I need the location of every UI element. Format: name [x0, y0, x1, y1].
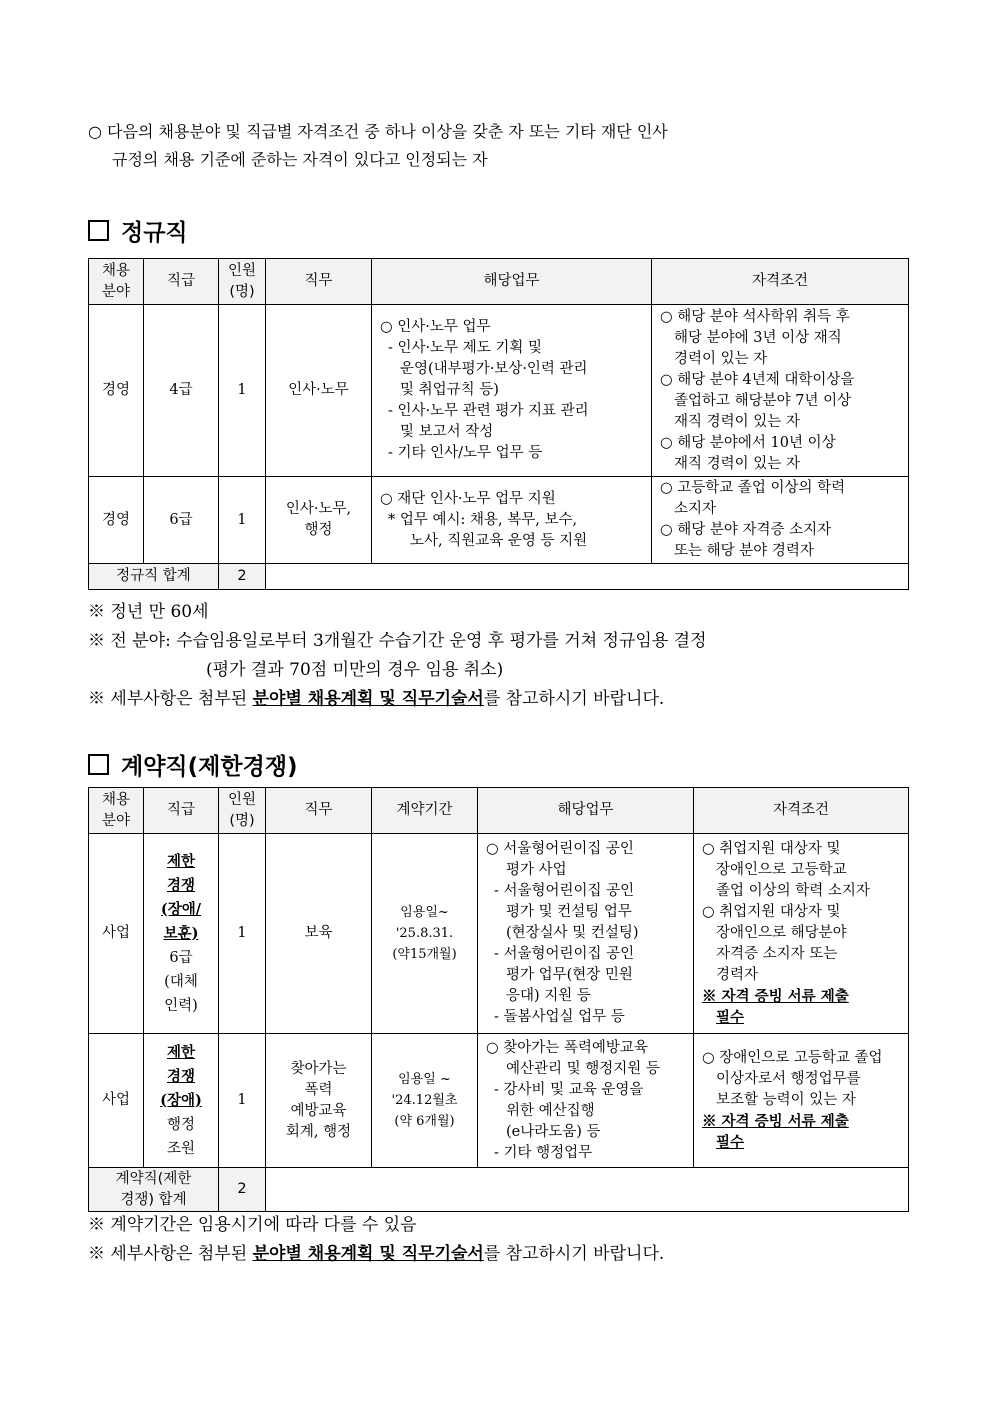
note-reference: [88, 685, 918, 714]
grade-line: 보훈): [163, 924, 199, 942]
grade-line: 제한: [166, 1043, 195, 1061]
header-count: 인원 (명): [219, 788, 266, 834]
header-qual: 자격조건: [652, 259, 909, 305]
qual-line: 장애인으로 해당분야: [716, 925, 847, 941]
grade-line: 행정: [166, 1116, 195, 1133]
header-work: 해당업무: [478, 788, 694, 834]
work-line: - 서울형어린이집 공인: [494, 883, 635, 899]
cell-duty: [266, 1034, 372, 1168]
intro-line-1: ○ 다음의 채용분야 및 직급별 자격조건 중 하나 이상을 갖춘 자 또는 기타 재단 인사: [88, 122, 668, 141]
qual-line: ○ 취업지원 대상자 및: [702, 904, 841, 920]
total-value: 2: [219, 564, 266, 590]
duty-line: 폭력: [304, 1081, 333, 1098]
cell-qual: [694, 1034, 909, 1168]
qual-line: ○ 해당 분야 석사학위 취득 후: [660, 308, 850, 325]
cell-work: [372, 477, 652, 564]
cell-duty: 인사·노무: [266, 305, 372, 477]
qual-line: 해당 분야에 3년 이상 재직: [674, 329, 842, 346]
cell-count: 1: [219, 305, 266, 477]
qual-line: ○ 취업지원 대상자 및: [702, 841, 841, 857]
qual-line: 재직 경력이 있는 자: [674, 455, 800, 472]
qual-line: ○ 고등학교 졸업 이상의 학력: [660, 480, 846, 496]
grade-line: 경쟁: [166, 876, 195, 894]
duty-line: 회계, 행정: [285, 1123, 352, 1140]
work-line: - 인사·노무 제도 기획 및: [388, 340, 543, 356]
grade-line: (대체: [164, 973, 198, 990]
work-line: * 업무 예시: 채용, 복무, 보수,: [388, 511, 578, 528]
period-line: '25.8.31.: [395, 926, 454, 941]
qual-line: 경력이 있는 자: [674, 350, 768, 367]
note-reference-link: 분야별 채용계획 및 직무기술서: [252, 689, 484, 709]
contract-notes: [88, 1211, 918, 1269]
checkbox-square-icon: [88, 220, 109, 241]
table-row: [89, 305, 909, 477]
grade-line: (장애/: [160, 900, 202, 918]
grade-line: 인력): [164, 997, 198, 1014]
table-header-row: [89, 259, 909, 305]
table-total-row: [89, 1168, 909, 1212]
header-count: 인원 (명): [219, 259, 266, 305]
work-line: 응대) 지원 등: [506, 988, 591, 1004]
grade-line: 경쟁: [166, 1067, 195, 1085]
period-line: 임용일~: [400, 905, 449, 920]
duty-line: 예방교육: [290, 1102, 347, 1119]
cell-grade: 4급: [144, 305, 219, 477]
section-contract-title: [88, 748, 298, 781]
cell-work: [372, 305, 652, 477]
section-regular-title: [88, 214, 188, 247]
checkbox-square-icon: [88, 754, 109, 775]
qual-line: 경력자: [716, 967, 759, 983]
cell-field: 사업: [89, 834, 144, 1034]
cell-count: 1: [219, 834, 266, 1034]
total-empty: [266, 564, 909, 590]
grade-line: 제한: [166, 852, 195, 870]
section-contract-title-text: 계약직(제한경쟁): [121, 754, 298, 780]
cell-period: [372, 1034, 478, 1168]
work-line: ○ 재단 인사·노무 업무 지원: [380, 490, 556, 507]
work-line: - 강사비 및 교육 운영을: [494, 1081, 644, 1098]
qual-line: 소지자: [674, 501, 717, 517]
grade-line: 조원: [166, 1140, 195, 1157]
note-reference: [88, 1240, 918, 1269]
cell-duty: 보육: [266, 834, 372, 1034]
header-duty: 직무: [266, 259, 372, 305]
cell-field: 사업: [89, 1034, 144, 1168]
work-line: ○ 찾아가는 폭력예방교육: [486, 1039, 648, 1056]
regular-jobs-table: [88, 258, 909, 590]
period-line: 임용일 ~: [398, 1072, 451, 1087]
cell-work: [478, 834, 694, 1034]
table-row: [89, 477, 909, 564]
qual-emph-line: ※ 자격 증빙 서류 제출: [702, 988, 849, 1005]
work-line: - 인사·노무 관련 평가 지표 관리: [388, 403, 589, 419]
qual-line: 보조할 능력이 있는 자: [716, 1092, 856, 1108]
header-grade: 직급: [144, 788, 219, 834]
table-header-row: [89, 788, 909, 834]
note-reference-pre: ※ 세부사항은 첨부된: [88, 689, 253, 709]
work-line: ○ 인사·노무 업무: [380, 319, 491, 335]
header-qual: 자격조건: [694, 788, 909, 834]
note-probation: ※ 전 분야: 수습임용일로부터 3개월간 수습기간 운영 후 평가를 거쳐 정규임용 결정: [88, 631, 707, 651]
qual-line: ○ 해당 분야 자격증 소지자: [660, 522, 832, 538]
total-empty: [266, 1168, 909, 1212]
header-field: 채용 분야: [89, 259, 144, 305]
work-line: (e나라도움) 등: [506, 1123, 601, 1140]
qual-line: 졸업하고 해당분야 7년 이상: [674, 392, 852, 409]
table-total-row: [89, 564, 909, 590]
cell-qual: [652, 477, 909, 564]
cell-grade: [144, 1034, 219, 1168]
qual-line: 또는 해당 분야 경력자: [674, 543, 814, 559]
note-reference-post: 를 참고하시기 바랍니다.: [483, 1244, 665, 1264]
work-line: (현장실사 및 컨설팅): [506, 925, 639, 941]
cell-qual: [652, 305, 909, 477]
table-row: [89, 1034, 909, 1168]
work-line: - 서울형어린이집 공인: [494, 946, 635, 962]
total-value: 2: [219, 1168, 266, 1212]
work-line: 및 보고서 작성: [400, 424, 494, 440]
cell-duty: 인사·노무, 행정: [266, 477, 372, 564]
grade-line: 6급: [169, 949, 193, 966]
qual-line: 자격증 소지자 또는: [716, 946, 838, 962]
header-grade: 직급: [144, 259, 219, 305]
qual-line: 재직 경력이 있는 자: [674, 413, 800, 430]
table-row: [89, 834, 909, 1034]
work-line: 및 취업규칙 등): [400, 382, 499, 398]
note-contract-period: ※ 계약기간은 임용시기에 따라 다를 수 있음: [88, 1215, 417, 1235]
work-line: - 돌봄사업실 업무 등: [494, 1009, 625, 1025]
note-reference-post: 를 참고하시기 바랍니다.: [483, 689, 665, 709]
work-line: 위한 예산집행: [506, 1102, 595, 1119]
work-line: 평가 업무(현장 민원: [506, 967, 633, 983]
cell-grade: 6급: [144, 477, 219, 564]
cell-period: [372, 834, 478, 1034]
cell-grade: [144, 834, 219, 1034]
header-field: 채용 분야: [89, 788, 144, 834]
intro-paragraph: [88, 118, 908, 174]
regular-notes: [88, 598, 918, 714]
period-line: (약 6개월): [394, 1114, 455, 1129]
contract-jobs-table: [88, 787, 909, 1212]
intro-line-2: 규정의 채용 기준에 준하는 자격이 있다고 인정되는 자: [112, 150, 488, 169]
cell-field: 경영: [89, 305, 144, 477]
work-line: 노사, 직원교육 운영 등 지원: [410, 532, 588, 549]
note-reference-pre: ※ 세부사항은 첨부된: [88, 1244, 253, 1264]
work-line: 예산관리 및 행정지원 등: [506, 1060, 660, 1077]
note-retirement: ※ 정년 만 60세: [88, 602, 209, 622]
work-line: 평가 사업: [506, 862, 567, 878]
cell-work: [478, 1034, 694, 1168]
cell-count: 1: [219, 1034, 266, 1168]
qual-line: ○ 해당 분야 4년제 대학이상을: [660, 371, 855, 388]
qual-emph-line: 필수: [716, 1009, 745, 1026]
section-regular-title-text: 정규직: [121, 220, 188, 246]
qual-line: ○ 해당 분야에서 10년 이상: [660, 434, 836, 451]
cell-qual: [694, 834, 909, 1034]
period-line: '24.12월초: [391, 1093, 458, 1108]
qual-line: 이상자로서 행정업무를: [716, 1071, 861, 1087]
qual-line: 졸업 이상의 학력 소지자: [716, 883, 870, 899]
total-label: 정규직 합계: [89, 564, 219, 590]
work-line: - 기타 행정업무: [494, 1144, 593, 1161]
note-probation-detail: (평가 결과 70점 미만의 경우 임용 취소): [206, 660, 504, 680]
qual-emph-line: 필수: [716, 1134, 745, 1151]
total-label: 계약직(제한 경쟁) 합계: [89, 1168, 219, 1212]
cell-count: 1: [219, 477, 266, 564]
qual-line: ○ 장애인으로 고등학교 졸업: [702, 1050, 883, 1066]
duty-line: 찾아가는: [290, 1060, 347, 1077]
work-line: ○ 서울형어린이집 공인: [486, 841, 634, 857]
header-duty: 직무: [266, 788, 372, 834]
work-line: 운영(내부평가·보상·인력 관리: [400, 361, 588, 377]
header-work: 해당업무: [372, 259, 652, 305]
note-reference-link: 분야별 채용계획 및 직무기술서: [252, 1244, 484, 1264]
qual-line: 장애인으로 고등학교: [716, 862, 847, 878]
cell-field: 경영: [89, 477, 144, 564]
header-period: 계약기간: [372, 788, 478, 834]
work-line: - 기타 인사/노무 업무 등: [388, 445, 543, 461]
work-line: 평가 및 컨설팅 업무: [506, 904, 632, 920]
qual-emph-line: ※ 자격 증빙 서류 제출: [702, 1113, 849, 1130]
grade-line: (장애): [160, 1091, 202, 1109]
period-line: (약15개월): [392, 947, 457, 962]
